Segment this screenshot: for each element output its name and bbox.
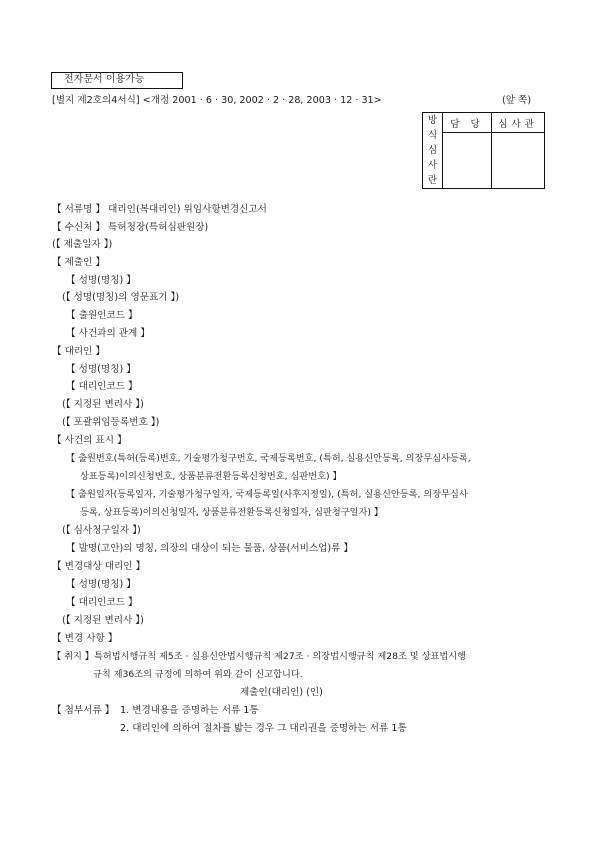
form-reference: [별지 제2호의4서식] <개정 2001 · 6 · 30, 2002 · 2 · 28, 2003 · 12 · 31> [52,95,382,106]
field-general-power-reg-no: (【 포괄위임등록번호 】) [62,417,160,428]
section-change-items: 【 변경 사항 】 [52,633,118,644]
field-application-number-cont: 상표등록)이의신청번호, 상품분류전환등록신청번호, 심판번호) 】 [80,471,342,482]
field-recipient: 【 수신처 】 특허청장(특허심판원장) [52,222,209,233]
section-agent: 【 대리인 】 [52,346,106,357]
page-side-label: (앞 쪽) [502,95,532,106]
field-target-name: 【 성명(명칭) 】 [66,579,136,590]
section-attachments: 【 첨부서류 】 [52,705,115,716]
field-purpose: 【 취지 】특허법시행규칙 제5조 · 실용신안법시행규칙 제27조 · 의장법시행규칙 제28조 및 상표법시행 [52,651,466,662]
field-exam-request-date: (【 심사청구일자 】) [62,525,141,536]
section-change-target-agent: 【 변경대상 대리인 】 [52,561,146,572]
field-target-designated-attorney: (【 지정된 변리사 】) [62,615,144,626]
section-case-indication: 【 사건의 표시 】 [52,435,127,446]
field-application-date-cont: 등록, 상표등록)이의신청일자, 상품분류전환등록신청일자, 심판청구일자) 】 [80,507,384,518]
attachment-item-2: 2. 대리인에 의하여 절차를 밟는 경우 그 대리권을 증명하는 서류 1통 [120,723,407,734]
field-invention-title: 【 발명(고안)의 명칭, 의장의 대상이 되는 물품, 상품(서비스업)류 】 [66,543,354,554]
field-case-relation: 【 사건과의 관계 】 [66,328,150,339]
field-submit-date: (【 제출일자 】) [52,239,113,250]
section-submitter: 【 제출인 】 [52,257,106,268]
field-designated-attorney: (【 지정된 변리사 】) [62,399,144,410]
approval-side-label: 방 식 심 사 란 [423,113,443,189]
field-submitter-name: 【 성명(명칭) 】 [66,275,136,286]
approval-box [422,112,545,189]
field-application-date: 【 출원일자(등록일자, 기술평가청구일자, 국제등록일(사후지정일), (특허, 실용신안등록, 의장무심사 [66,489,468,500]
approval-cell-staff[interactable] [443,133,492,189]
attachment-item-1: 1. 변경내용을 증명하는 서류 1통 [120,705,259,716]
approval-col-examiner: 심사관 [492,113,545,133]
approval-col-staff: 담 당 [443,113,492,133]
field-agent-name: 【 성명(명칭) 】 [66,364,136,375]
signature-line: 제출인(대리인) (인) [240,687,323,698]
approval-cell-examiner[interactable] [492,133,545,189]
field-target-code: 【 대리인코드 】 [66,597,138,608]
field-agent-code: 【 대리인코드 】 [66,381,138,392]
field-purpose-cont: 규칙 제36조의 규정에 의하여 위와 같이 신고합니다. [93,669,303,680]
field-submitter-english-name: (【 성명(명칭)의 영문표기 】) [62,292,180,303]
field-applicant-code: 【 출원인코드 】 [66,310,138,321]
e-document-badge: 전자문서 이용가능 [51,72,183,89]
field-application-number: 【 출원번호(특허(등록)번호, 기술평가청구번호, 국제등록번호, (특허, 실용신안등록, 의장무심사등록, [66,453,471,464]
field-doc-name: 【 서류명 】 대리인(복대리인) 위임사항변경신고서 [52,204,267,215]
